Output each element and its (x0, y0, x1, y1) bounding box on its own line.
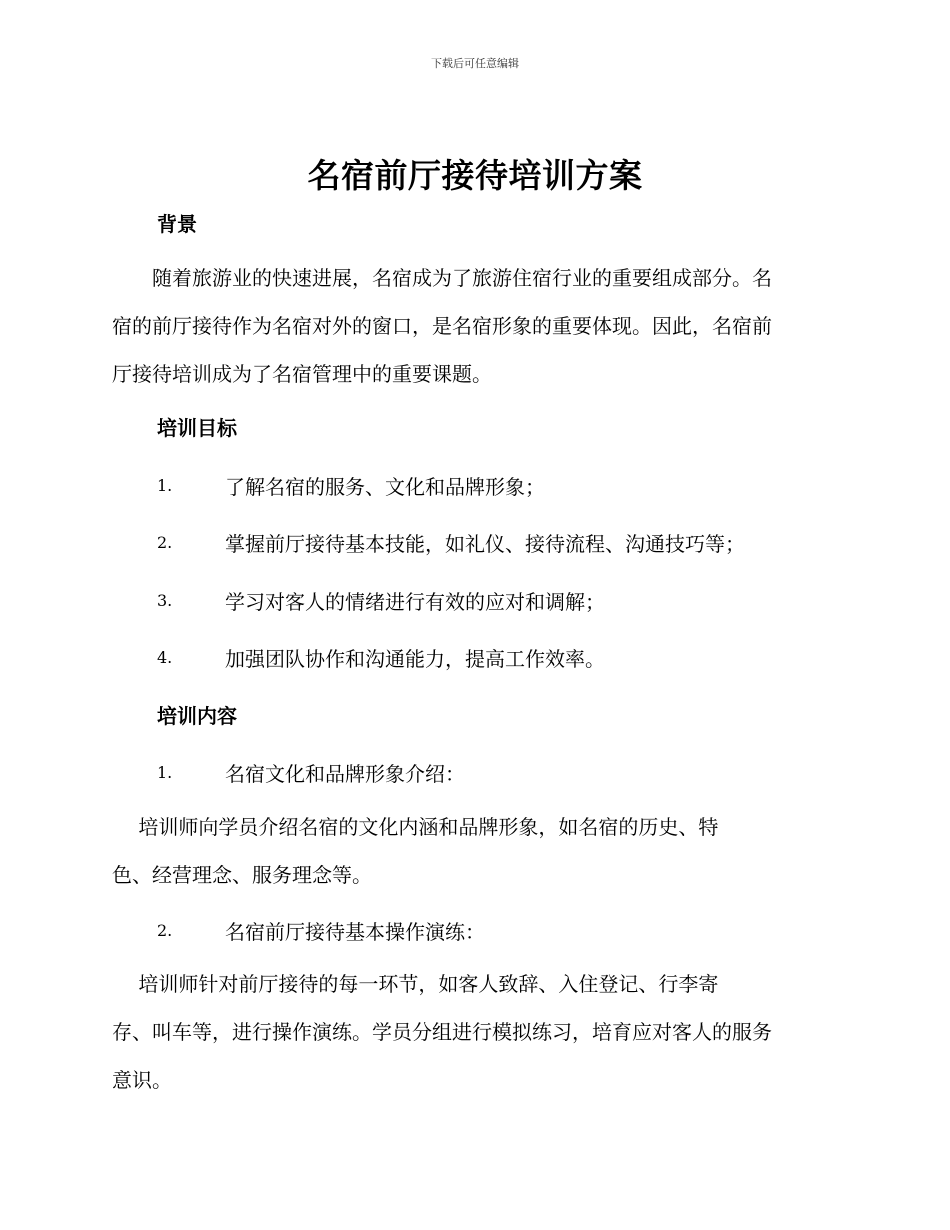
paragraph-line: 宿的前厅接待作为名宿对外的窗口，是名宿形象的重要体现。因此，名宿前 (112, 314, 772, 338)
paragraph-line: 培训师向学员介绍名宿的文化内涵和品牌形象，如名宿的历史、特 (112, 815, 719, 839)
list-item: 学习对客人的情绪进行有效的应对和调解； (225, 590, 605, 614)
list-item-number: 2. (157, 921, 173, 940)
list-item-number: 4. (157, 648, 173, 667)
paragraph-line: 厅接待培训成为了名宿管理中的重要课题。 (112, 362, 492, 386)
heading-background: 背景 (157, 212, 197, 236)
content-paragraph-1 (112, 803, 837, 899)
paragraph-line: 意识。 (112, 1068, 172, 1092)
list-item: 了解名宿的服务、文化和品牌形象； (225, 475, 545, 499)
list-item-number: 3. (157, 591, 173, 610)
header-note: 下载后可任意编辑 (431, 57, 519, 70)
list-item-number: 1. (157, 763, 173, 782)
list-item: 名宿前厅接待基本操作演练： (225, 920, 485, 944)
content-paragraph-2 (112, 960, 837, 1104)
paragraph-line: 色、经营理念、服务理念等。 (112, 863, 372, 887)
list-item-number: 2. (157, 533, 173, 552)
paragraph-line: 培训师针对前厅接待的每一环节，如客人致辞、入住登记、行李寄 (112, 972, 719, 996)
heading-content: 培训内容 (157, 704, 237, 728)
list-item-number: 1. (157, 476, 173, 495)
list-item: 加强团队协作和沟通能力，提高工作效率。 (225, 647, 605, 671)
paragraph-line: 存、叫车等，进行操作演练。学员分组进行模拟练习，培育应对客人的服务 (112, 1020, 772, 1044)
list-item: 名宿文化和品牌形象介绍： (225, 762, 465, 786)
background-paragraph (112, 254, 837, 398)
paragraph-line: 随着旅游业的快速进展，名宿成为了旅游住宿行业的重要组成部分。名 (112, 266, 772, 290)
list-item: 掌握前厅接待基本技能，如礼仪、接待流程、沟通技巧等； (225, 532, 745, 556)
document-title: 名宿前厅接待培训方案 (307, 156, 643, 195)
heading-goals: 培训目标 (157, 416, 237, 440)
